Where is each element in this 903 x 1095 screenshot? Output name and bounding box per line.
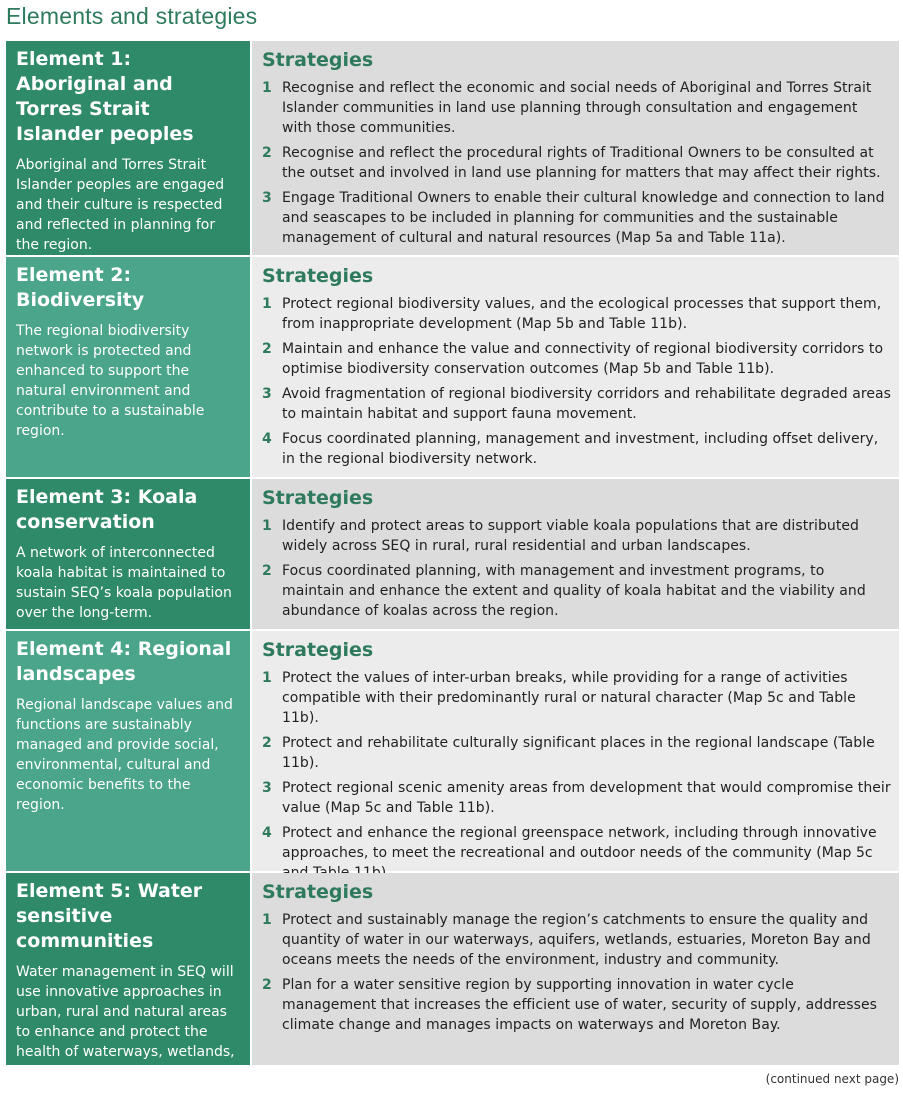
element-panel: [6, 631, 250, 871]
strategy-text: Recognise and reflect the procedural rights of Traditional Owners to be consulted at the outset and involved in land use planning for matters that may affect their rights.: [282, 145, 881, 181]
strategies-list: [262, 294, 891, 469]
strategies-heading: Strategies: [262, 49, 374, 71]
strategy-number: 4: [262, 431, 272, 447]
strategy-item: [262, 910, 891, 970]
element-title: Element 4: Regional landscapes: [16, 638, 232, 685]
strategy-item: [262, 778, 891, 818]
element-panel: [6, 479, 250, 629]
strategy-number: 2: [262, 145, 272, 161]
strategy-text: Protect and enhance the regional greenspace network, including through innovative approaches, to meet the recreational and outdoor needs of the community (Map 5c: [282, 825, 877, 861]
strategy-item: [262, 294, 891, 334]
strategy-number: 1: [262, 296, 272, 312]
strategy-number: 3: [262, 780, 272, 796]
strategies-heading: Strategies: [262, 487, 374, 509]
element-row: [6, 257, 899, 477]
strategy-number: 3: [262, 386, 272, 402]
strategies-panel: [252, 631, 899, 871]
element-description: Aboriginal and Torres Strait Islander peoples are engaged and their culture is respected and reflected in planning for the region.: [16, 157, 225, 253]
strategy-number: 2: [262, 341, 272, 357]
strategies-heading: Strategies: [262, 639, 374, 661]
element-title: Element 3: Koala conservation: [16, 486, 198, 533]
strategy-text: Focus coordinated planning, management and investment, including offset delivery, in the regional biodiversity network.: [282, 431, 879, 467]
element-title: Element 2: Biodiversity: [16, 264, 145, 311]
strategies-panel: [252, 41, 899, 255]
strategy-number: 3: [262, 190, 272, 206]
strategy-text: Identify and protect areas to support viable koala populations that are distributed widely across SEQ in rural, rural residential and urban landscapes.: [282, 518, 859, 554]
strategy-text: Protect regional biodiversity values, and the ecological processes that support them, from inappropriate development (Map 5b and Table 11b).: [282, 296, 882, 332]
strategy-text: Plan for a water sensitive region by supporting innovation in water cycle management that increases the efficient use of water, security of supply, addresses climate change and manages impacts on waterways and Moreton Bay.: [282, 977, 877, 1033]
strategies-list: [262, 78, 891, 248]
strategy-number: 1: [262, 912, 272, 928]
strategy-text: Protect and sustainably manage the region’s catchments to ensure the quality and quantity of water in our waterways, aquifers, wetlands, estuaries, Moreton Bay and oceans meets the needs of the environment, industry and community.: [282, 912, 871, 968]
element-panel: [6, 257, 250, 477]
continued-note: (continued next page): [765, 1072, 899, 1086]
element-panel: [6, 873, 250, 1080]
strategies-panel: [252, 479, 899, 629]
strategy-item: [262, 975, 891, 1035]
strategy-text: Protect regional scenic amenity areas from development that would compromise their value (Map 5c and Table 11b).: [282, 780, 891, 816]
strategy-item: [262, 516, 891, 556]
strategy-text: Maintain and enhance the value and connectivity of regional biodiversity corridors to optimise biodiversity conservation outcomes (Map 5b and Table 11b).: [282, 341, 884, 377]
strategy-text: Protect the values of inter-urban breaks, while providing for a range of activities compatible with their predominantly rural or natural character (Map 5c and Table 11b).: [282, 670, 856, 726]
strategy-number: 1: [262, 518, 272, 534]
strategies-heading: Strategies: [262, 265, 374, 287]
element-description: A network of interconnected koala habitat is maintained to sustain SEQ’s koala population over the long-term.: [16, 545, 232, 621]
strategies-list: [262, 516, 891, 621]
strategies-panel: [252, 873, 899, 1065]
strategy-number: 1: [262, 670, 272, 686]
element-title: Element 5: Water sensitive communities: [16, 880, 203, 952]
strategies-list: [262, 910, 891, 1035]
element-row: [6, 631, 899, 871]
strategy-item: [262, 384, 891, 424]
strategy-item: [262, 188, 891, 248]
strategy-item: [262, 143, 891, 183]
strategy-item: [262, 733, 891, 773]
element-description: Regional landscape values and functions are sustainably managed and provide social, environmental, cultural and economic benefits to the region.: [16, 697, 233, 813]
element-description: The regional biodiversity network is protected and enhanced to support the natural environment and contribute to a sustainable region.: [16, 323, 205, 439]
strategy-item: [262, 668, 891, 728]
strategy-text: Engage Traditional Owners to enable their cultural knowledge and connection to land and seascapes to be included in planning for communities and the sustainable management of cultural and natural resources (Map 5a and Table 11a).: [282, 190, 885, 246]
strategy-item: [262, 561, 891, 621]
strategy-text: Avoid fragmentation of regional biodiversity corridors and rehabilitate degraded areas to maintain habitat and support fauna movement.: [282, 386, 891, 422]
strategies-heading: Strategies: [262, 881, 374, 903]
element-panel: [6, 41, 250, 255]
strategy-number: 2: [262, 563, 272, 579]
strategies-panel: [252, 257, 899, 477]
strategy-text: Protect and rehabilitate culturally significant places in the regional landscape (Table 11b).: [282, 735, 875, 771]
element-description: Water management in SEQ will use innovative approaches in urban, rural and natural areas to enhance and protect the health of waterways, wetlands, coast and bays.: [16, 964, 235, 1080]
strategies-list: [262, 668, 891, 883]
page-title: Elements and strategies: [6, 3, 258, 29]
strategy-text: Recognise and reflect the economic and social needs of Aboriginal and Torres Strait Islander communities in land use planning through consultation and engagement with those communities.: [282, 80, 872, 136]
element-row: [6, 41, 899, 255]
strategy-number: 2: [262, 735, 272, 751]
element-title: Element 1: Aboriginal and Torres Strait Islander peoples: [16, 48, 194, 145]
strategy-number: 1: [262, 80, 272, 96]
strategy-number: 4: [262, 825, 272, 841]
strategy-item: [262, 78, 891, 138]
strategy-number: 2: [262, 977, 272, 993]
strategy-item: [262, 429, 891, 469]
strategy-item: [262, 339, 891, 379]
element-row: [6, 479, 899, 629]
strategy-text: Focus coordinated planning, with management and investment programs, to maintain and enhance the extent and quality of koala habitat and the viability and abundance of koalas across the region.: [282, 563, 866, 619]
